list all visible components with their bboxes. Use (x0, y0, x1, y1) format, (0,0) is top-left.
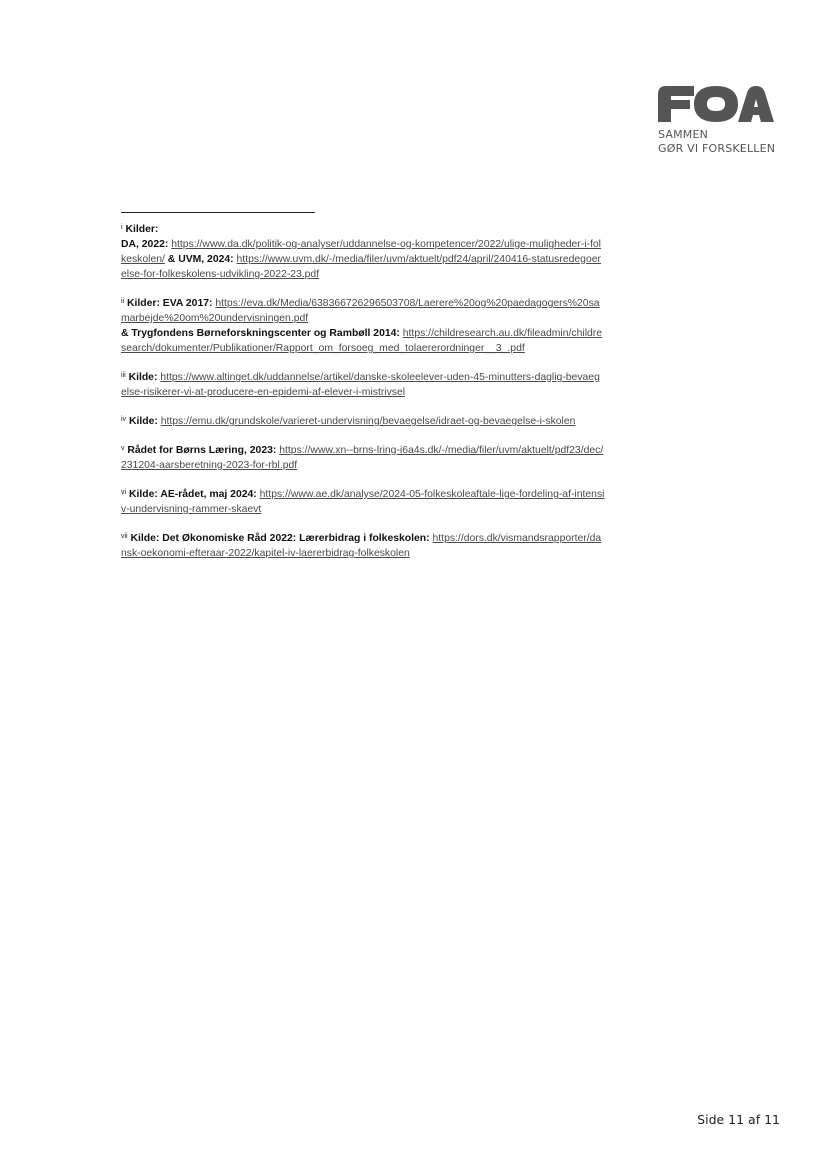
endnote-marker: iv (121, 416, 127, 423)
endnote-marker: iii (121, 372, 126, 379)
endnote-label: Rådet for Børns Læring, 2023: (127, 445, 277, 456)
endnote-link[interactable]: https://www.da.dk/politik-og-analyser/uddannelse-og-kompetencer/2022/ulige-muligheder-i-folkeskolen/ (121, 239, 601, 265)
endnote-link[interactable]: https://www.altinget.dk/uddannelse/artikel/danske-skoleelever-uden-45-minutters-daglig-bevaegelse-risikerer-vi-at-producere-en-epidemi-af-elever-i-mistrivsel (121, 372, 600, 398)
endnote-link[interactable]: https://www.xn--brns-lring-i6a4s.dk/-/media/filer/uvm/aktuelt/pdf23/dec/231204-aarsberetning-2023-for-rbl.pdf (121, 445, 604, 471)
endnote-marker: ii (121, 298, 125, 305)
footnote-separator (121, 212, 315, 213)
endnote-label: Kilde: AE-rådet, maj 2024: (128, 489, 257, 500)
endnote-link[interactable]: https://childresearch.au.dk/fileadmin/childresearch/dokumenter/Publikationer/Rapport_om_forsoeg_med_tolaererordninger__3_.pdf (121, 328, 603, 354)
endnote-label: Kilder: (125, 224, 159, 235)
logo-tagline-line-2: GØR VI FORSKELLEN (658, 142, 776, 155)
endnote-link[interactable]: https://dors.dk/vismandsrapporter/dansk-oekonomi-efteraar-2022/kapitel-iv-laererbidrag-folkeskolen (121, 533, 602, 559)
endnote-marker: i (121, 224, 123, 231)
endnote-1 (121, 222, 605, 282)
endnote-marker: vi (121, 489, 127, 496)
endnote-5 (121, 443, 605, 473)
endnote-source-label: & Trygfondens Børneforskningscenter og Rambøll 2014: (121, 328, 400, 339)
endnote-label: Kilde: (128, 416, 158, 427)
endnote-link[interactable]: https://www.ae.dk/analyse/2024-05-folkeskoleaftale-lige-fordeling-af-intensiv-undervisning-rammer-skaevt (121, 489, 605, 515)
logo-tagline-line-1: SAMMEN (658, 128, 709, 141)
endnote-4 (121, 414, 605, 429)
endnote-2 (121, 296, 605, 356)
endnote-label: Kilder: EVA 2017: (127, 298, 213, 309)
endnote-marker: vii (121, 533, 128, 540)
endnote-source-label: & UVM, 2024: (167, 254, 234, 265)
endnote-7 (121, 531, 605, 561)
page-number: Side 11 af 11 (697, 1112, 780, 1127)
endnotes (121, 222, 605, 575)
endnote-link[interactable]: https://eva.dk/Media/638366726296503708/Laerere%20og%20paedagogers%20samarbejde%20om%20undervisningen.pdf (121, 298, 600, 324)
endnote-source-label: DA, 2022: (121, 239, 169, 250)
endnote-3 (121, 370, 605, 400)
endnote-label: Kilde: (128, 372, 158, 383)
endnote-label: Kilde: Det Økonomiske Råd 2022: Lærerbidrag i folkeskolen: (130, 533, 430, 544)
endnote-link[interactable]: https://emu.dk/grundskole/varieret-undervisning/bevaegelse/idraet-og-bevaegelse-i-skolen (160, 416, 576, 427)
foa-logo-mark (658, 86, 774, 122)
endnote-link[interactable]: https://www.uvm.dk/-/media/filer/uvm/aktuelt/pdf24/april/240416-statusredegoerelse-for-folkeskolens-udvikling-2022-23.pdf (121, 254, 601, 280)
endnote-6 (121, 487, 605, 517)
endnote-marker: v (121, 445, 125, 452)
foa-logo (658, 86, 778, 156)
